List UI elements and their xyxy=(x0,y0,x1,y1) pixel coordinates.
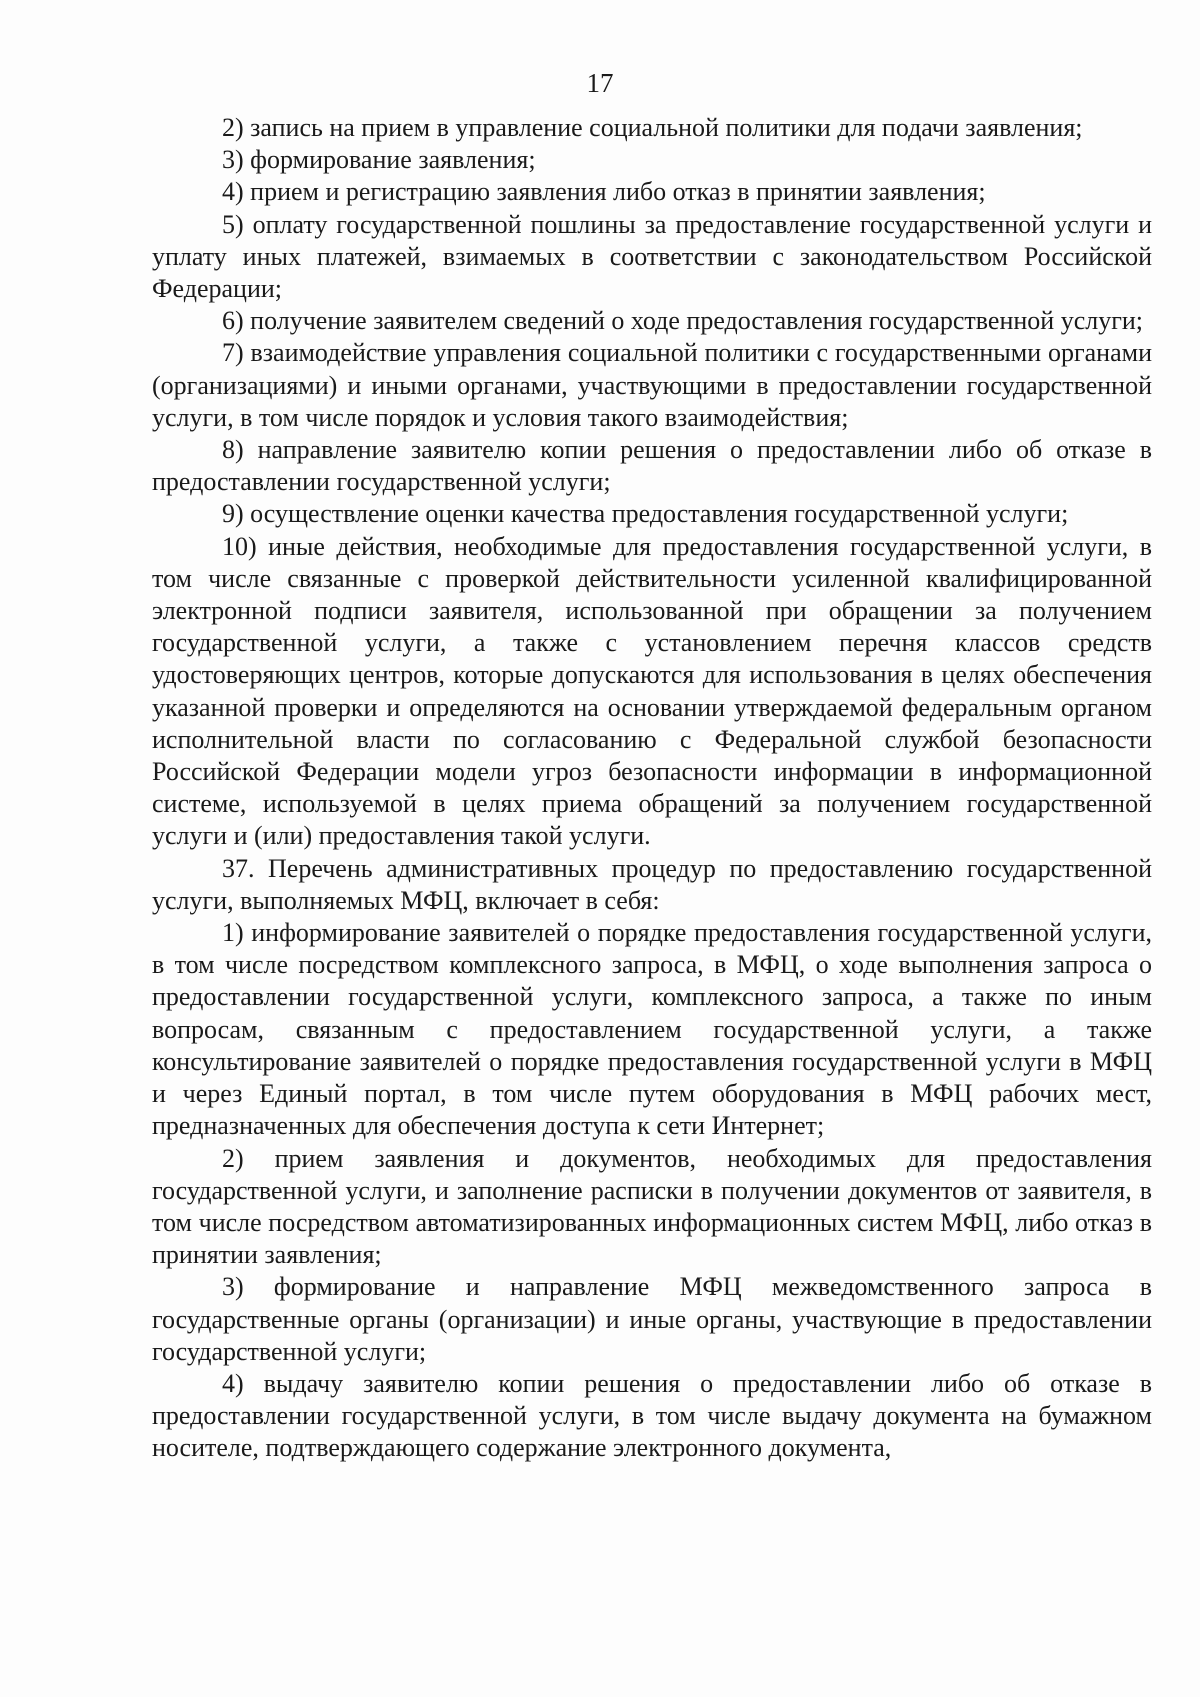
document-body xyxy=(152,112,1152,1465)
paragraph-item-3: 3) формирование заявления; xyxy=(222,145,536,175)
paragraph-item-10: 10) иные действия, необходимые для предоставления государственной услуги, в том числе связанные с проверкой действительности усиленной квалифицированной электронной подписи заявителя, использованной при обращении за получением государственной услуги, а также с установлением перечня классов средств удостоверяющих центров, которые допускаются для использования в целях обеспечения указанной проверки и определяются на основании утверждаемой федеральным органом исполнительной власти по согласованию с Федеральной службой безопасности Российской Федерации модели угроз безопасности информации в информационной системе, используемой в целях приема обращений за получением государственной услуги и (или) предоставления такой услуги. xyxy=(152,531,1152,851)
paragraph-mfc-item-2: 2) прием заявления и документов, необходимых для предоставления государственной услуги, и заполнение расписки в получении документов от заявителя, в том числе посредством автоматизированных информационных систем МФЦ, либо отказ в принятии заявления; xyxy=(152,1143,1152,1270)
paragraph-item-7: 7) взаимодействие управления социальной политики с государственными органами (организациями) и иными органами, участвующими в предоставлении государственной услуги, в том числе порядок и условия такого взаимодействия; xyxy=(152,338,1152,432)
paragraph-item-8: 8) направление заявителю копии решения о предоставлении либо об отказе в предоставлении государственной услуги; xyxy=(152,435,1152,497)
paragraph-mfc-item-3: 3) формирование и направление МФЦ межведомственного запроса в государственные органы (организации) и иные органы, участвующие в предоставлении государственной услуги; xyxy=(152,1272,1152,1366)
paragraph-item-6: 6) получение заявителем сведений о ходе предоставления государственной услуги; xyxy=(222,306,1144,336)
paragraph-mfc-item-1: 1) информирование заявителей о порядке предоставления государственной услуги, в том числе посредством комплексного запроса, в МФЦ, о ходе выполнения запроса о предоставлении государственной услуги, комплексного запроса, а также по иным вопросам, связанным с предоставлением государственной услуги, а также консультирование заявителей о порядке предоставления государственной услуги в МФЦ и через Единый портал, в том числе путем оборудования в МФЦ рабочих мест, предназначенных для обеспечения доступа к сети Интернет; xyxy=(152,918,1152,1141)
paragraph-item-9: 9) осуществление оценки качества предоставления государственной услуги; xyxy=(222,499,1069,529)
paragraph-item-2: 2) запись на прием в управление социальной политики для подачи заявления; xyxy=(222,113,1083,142)
paragraph-item-4: 4) прием и регистрацию заявления либо отказ в принятии заявления; xyxy=(222,177,986,207)
paragraph-section-37: 37. Перечень административных процедур по предоставлению государственной услуги, выполняемых МФЦ, включает в себя: xyxy=(152,853,1152,915)
page-number: 17 xyxy=(586,68,614,98)
paragraph-item-5: 5) оплату государственной пошлины за предоставление государственной услуги и уплату иных платежей, взимаемых в соответствии с законодательством Российской Федерации; xyxy=(152,209,1152,304)
paragraph-mfc-item-4: 4) выдачу заявителю копии решения о предоставлении либо об отказе в предоставлении государственной услуги, в том числе выдачу документа на бумажном носителе, подтверждающего содержание электронного документа, xyxy=(152,1368,1152,1463)
